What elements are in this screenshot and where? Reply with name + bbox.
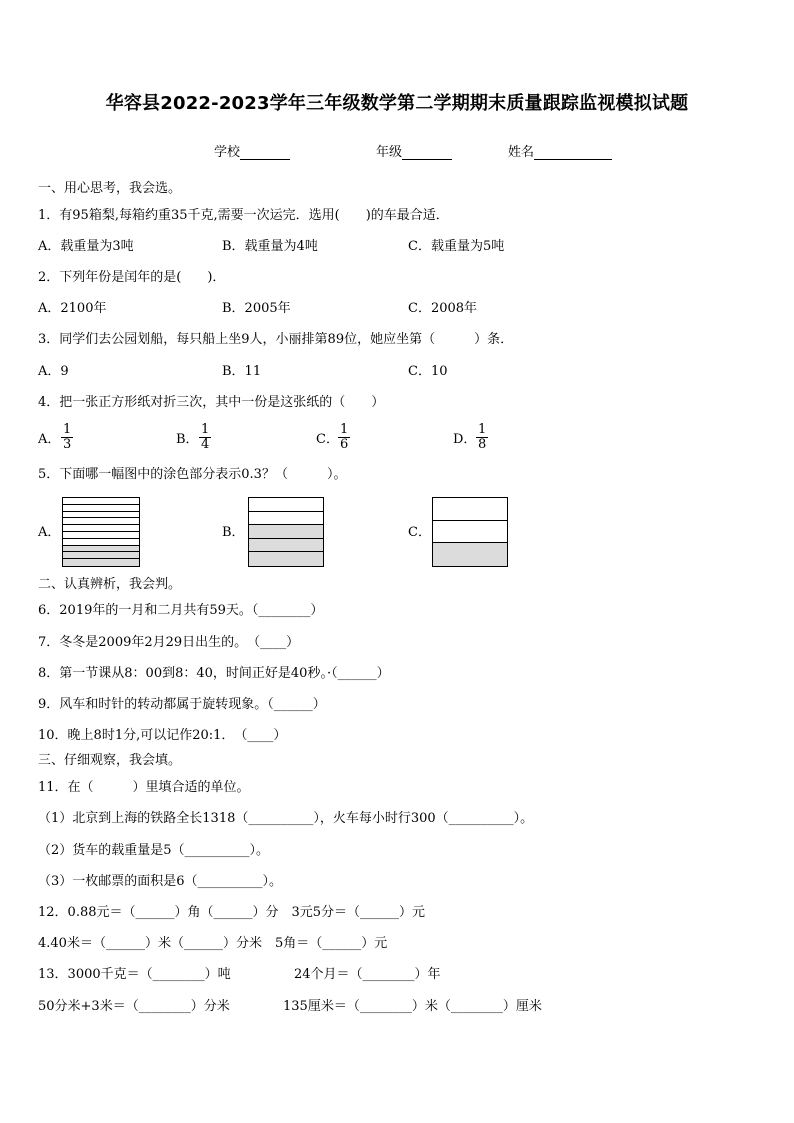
figure-c-three-strips [432, 497, 508, 567]
blank-strip [63, 518, 139, 525]
blank-strip [63, 512, 139, 519]
question-9: 9．风车和时针的转动都属于旋转现象。（______） [38, 697, 326, 712]
figure-b-five-strips [248, 497, 324, 567]
q5-option-b[interactable]: B． [222, 525, 245, 540]
section-2-heading: 二、认真辨析，我会判。 [38, 577, 182, 592]
fraction-one-sixth: $\frac{1}{6}$ [340, 422, 349, 452]
q4-option-c[interactable]: C． [316, 432, 339, 447]
fraction-one-quarter: $\frac{1}{4}$ [201, 422, 210, 452]
blank-strip [63, 505, 139, 512]
name-field[interactable] [508, 141, 612, 160]
q2-option-b[interactable]: B．2005年 [222, 301, 291, 316]
question-4-stem: 4．把一张正方形纸对折三次，其中一份是这张纸的（ ） [38, 395, 385, 410]
q5-option-a[interactable]: A． [38, 525, 61, 540]
shaded-strip [249, 539, 323, 553]
grade-label: 年级 [376, 145, 403, 160]
question-1-stem: 1．有95箱梨,每箱约重35千克,需要一次运完．选用( )的车最合适． [38, 208, 449, 223]
question-12-line-2: 4.40米＝（______）米（______）分米 5角＝（______）元 [38, 936, 388, 951]
q2-option-c[interactable]: C．2008年 [408, 301, 478, 316]
question-11-stem: 11．在（ ）里填合适的单位。 [38, 780, 250, 795]
q2-option-a[interactable]: A．2100年 [38, 301, 107, 316]
question-13-line-1b: 24个月＝（________）年 [294, 967, 441, 982]
question-3-stem: 3．同学们去公园划船，每只船上坐9人，小丽排第89位，她应坐第（ ）条． [38, 332, 514, 347]
blank-strip [63, 525, 139, 532]
blank-strip [63, 539, 139, 546]
question-8: 8．第一节课从8：00到8：40，时间正好是40秒。·（______） [38, 666, 390, 681]
q4-option-a[interactable]: A． [38, 432, 61, 447]
question-7: 7．冬冬是2009年2月29日出生的。 （____） [38, 635, 300, 650]
shaded-strip [249, 552, 323, 566]
blank-strip [63, 498, 139, 505]
blank-strip [433, 498, 507, 521]
fraction-one-third: $\frac{1}{3}$ [63, 422, 72, 452]
name-label: 姓名 [508, 145, 535, 160]
school-label: 学校 [214, 145, 241, 160]
section-1-heading: 一、用心思考，我会选。 [38, 181, 182, 196]
question-11-part-3: （3）一枚邮票的面积是6（__________）。 [38, 874, 283, 889]
q3-option-a[interactable]: A．9 [38, 364, 69, 379]
question-11-part-1: （1）北京到上海的铁路全长1318（__________），火车每小时行300（__________）。 [38, 811, 534, 826]
question-13-line-1a: 13．3000千克＝（________）吨 [38, 967, 231, 982]
school-field[interactable] [214, 141, 290, 160]
q5-option-c[interactable]: C． [408, 525, 431, 540]
section-3-heading: 三、仔细观察，我会填。 [38, 753, 182, 768]
shaded-strip [433, 543, 507, 566]
question-2-stem: 2．下列年份是闰年的是( )． [38, 270, 226, 285]
question-11-part-2: （2）货车的载重量是5（__________）。 [38, 843, 270, 858]
q4-option-b[interactable]: B． [176, 432, 199, 447]
q3-option-b[interactable]: B．11 [222, 364, 262, 379]
q3-option-c[interactable]: C．10 [408, 364, 448, 379]
shaded-strip [63, 552, 139, 559]
grade-field[interactable] [376, 141, 452, 160]
shaded-strip [63, 559, 139, 566]
question-10: 10．晚上8时1分,可以记作20:1． （____） [38, 728, 287, 743]
blank-strip [63, 532, 139, 539]
question-5-stem: 5．下面哪一幅图中的涂色部分表示0.3？（ ）。 [38, 467, 347, 482]
q1-option-a[interactable]: A．载重量为3吨 [38, 239, 134, 254]
shaded-strip [249, 525, 323, 539]
q1-option-b[interactable]: B．载重量为4吨 [222, 239, 318, 254]
blank-strip [433, 521, 507, 544]
q1-option-c[interactable]: C．载重量为5吨 [408, 239, 505, 254]
question-12-line-1: 12．0.88元＝（______）角（______）分 3元5分＝（______）元 [38, 905, 426, 920]
blank-strip [249, 512, 323, 526]
q4-option-d[interactable]: D． [453, 432, 477, 447]
shaded-strip [63, 546, 139, 553]
fraction-one-eighth: $\frac{1}{8}$ [478, 422, 487, 452]
blank-strip [249, 498, 323, 512]
question-6: 6．2019年的一月和二月共有59天。（________） [38, 603, 324, 618]
question-13-line-2b: 135厘米＝（________）米（________）厘米 [283, 999, 542, 1014]
page-title: 华容县2022-2023学年三年级数学第二学期期末质量跟踪监视模拟试题 [105, 93, 689, 114]
question-13-line-2a: 50分米+3米＝（________）分米 [38, 999, 230, 1014]
figure-a-ten-strips [62, 497, 140, 567]
